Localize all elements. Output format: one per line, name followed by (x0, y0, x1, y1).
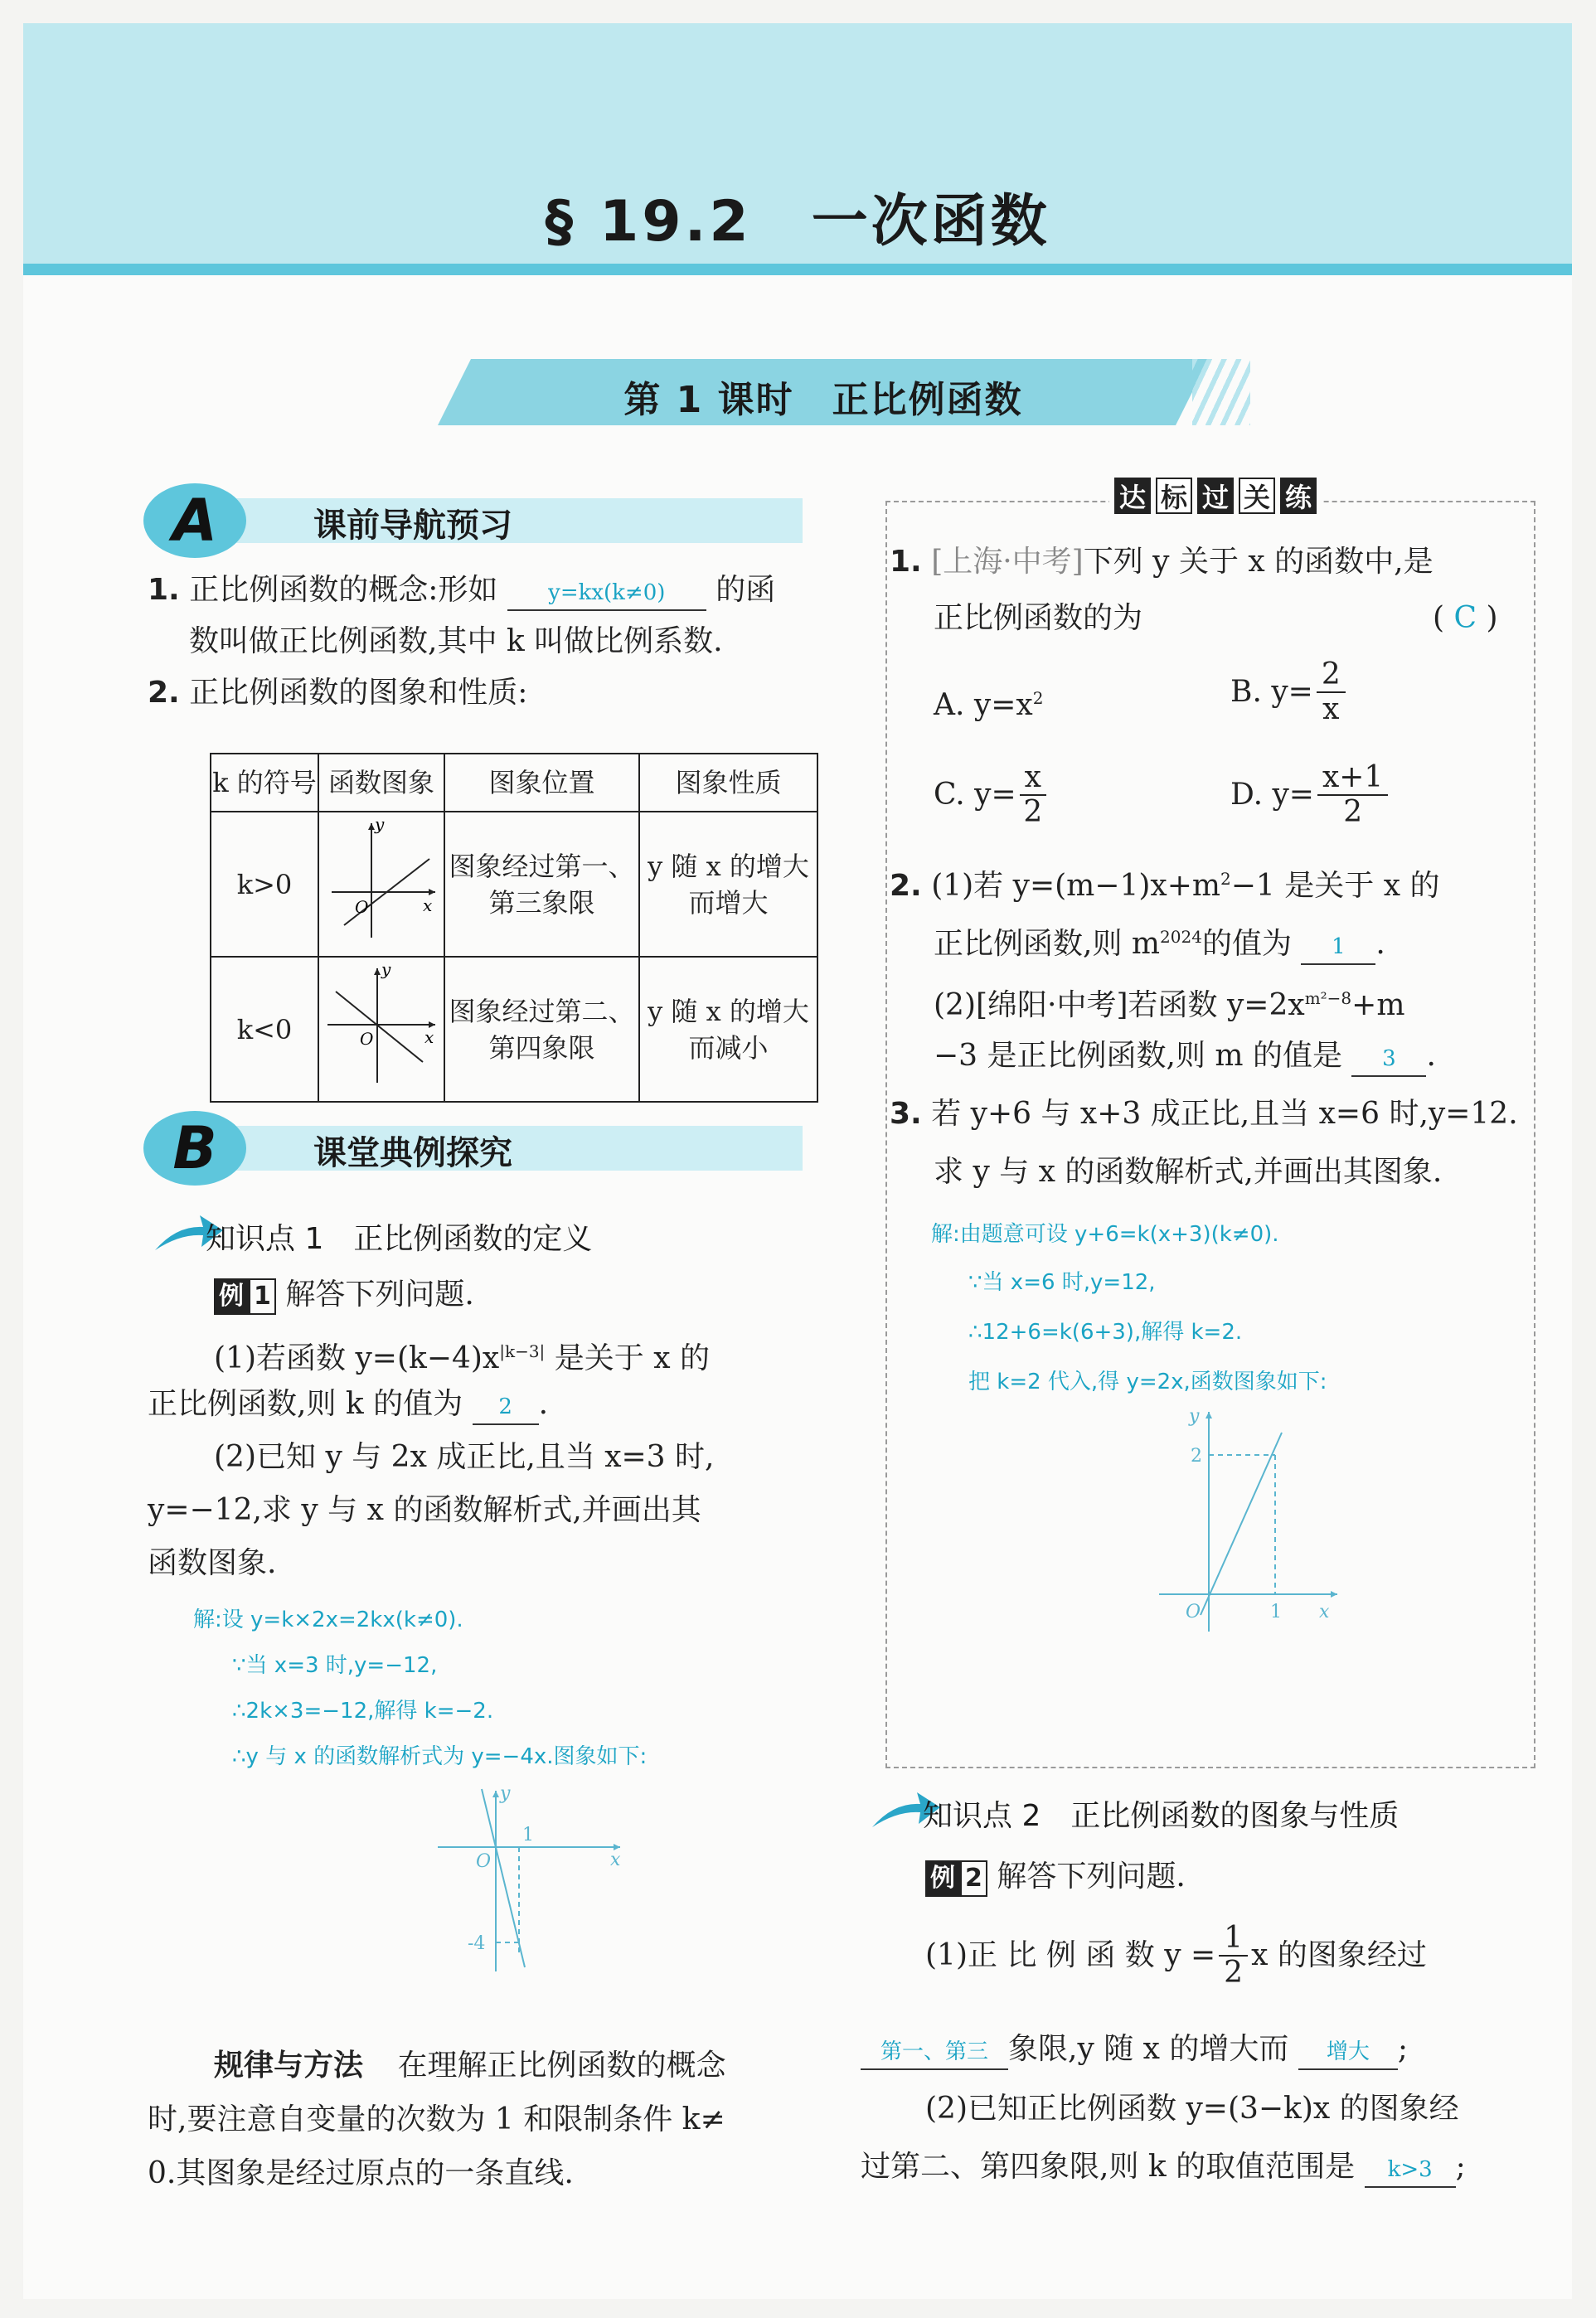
graph-x-label: x (1319, 1602, 1330, 1622)
axis-y-label: y (381, 959, 391, 979)
section-a-title: 课前导航预习 (313, 507, 512, 545)
ex2-p2-line1: (2)已知正比例函数 y=(3−k)x 的图象经 (925, 2092, 1459, 2126)
ex1-p2-line3: 函数图象. (148, 1546, 277, 1580)
graph-origin-label: O (1186, 1602, 1201, 1622)
th-sign: k 的符号 (211, 754, 318, 812)
p-q1-answer: ( C ) (1433, 601, 1498, 635)
row2-property: y 随 x 的增大 而减小 (639, 957, 817, 1102)
th-property: 图象性质 (639, 754, 817, 812)
ex1-solution-line1: 解:设 y=k×2x=2kx(k≠0). (193, 1608, 463, 1632)
method-line2: 时,要注意自变量的次数为 1 和限制条件 k≠ (148, 2102, 725, 2136)
ex1-solution-line4: ∴y 与 x 的函数解析式为 y=−4x.图象如下: (232, 1744, 648, 1769)
ex1-solution-graph (429, 1781, 645, 1980)
p-q1-line1: 1. [上海·中考]下列 y 关于 x 的函数中,是 (890, 545, 1433, 579)
a-q1-answer: y=kx(k≠0) (507, 576, 706, 611)
p-q3-line1: 3. 若 y+6 与 x+3 成正比,且当 x=6 时,y=12. (890, 1097, 1518, 1131)
origin-label: O (360, 1029, 374, 1049)
graph-tick-y: -4 (468, 1933, 486, 1954)
header-strip (23, 264, 1572, 275)
p-q1-option-a: A. $y=x^2$ (934, 688, 1044, 722)
ex1-solution-line3: ∴2k×3=−12,解得 k=−2. (232, 1699, 494, 1724)
p-q1-line2: 正比例函数的为 (934, 601, 1143, 635)
p-q1-option-c: C. y= $\frac{x}{2}$ (934, 761, 1050, 829)
p-q2-line3: (2)[绵阳·中考]若函数 $y=2x^{m^2-8}+m$ (934, 988, 1405, 1022)
practice-tags: 达 标 过 关 练 (1109, 478, 1322, 514)
graph-tick-x: 1 (522, 1825, 534, 1845)
th-position: 图象位置 (444, 754, 639, 812)
a-q2: 2. 正比例函数的图象和性质: (148, 676, 528, 710)
ex1-p1-line2: 正比例函数,则 k 的值为 2 . (148, 1384, 548, 1425)
p-q1-option-d: D. y= $\frac{x+1}{2}$ (1230, 761, 1391, 829)
axis-x-label: x (423, 895, 433, 915)
row1-sign: k>0 (211, 812, 318, 957)
a-q1-line2: 数叫做正比例函数,其中 k 叫做比例系数. (189, 624, 723, 658)
p-q2-line2: 正比例函数,则 $m^{2024}$的值为 1 . (934, 917, 1385, 965)
ex1-p2-line2: y=−12,求 y 与 x 的函数解析式,并画出其 (148, 1493, 701, 1527)
row1-property: y 随 x 的增大 而增大 (639, 812, 817, 957)
knowledge-point-2: 知识点 2 正比例函数的图象与性质 (923, 1799, 1400, 1833)
row2-position: 图象经过第二、 第四象限 (444, 957, 639, 1102)
ex2-p1-line1: (1)正 比 例 函 数 y = $\frac{1}{2}$ x 的图象经过 (925, 1921, 1427, 1990)
row1-position: 图象经过第一、 第三象限 (444, 812, 639, 957)
p-q2-line1: 2. (1)若 $y=(m-1)x+m^2-1$ 是关于 x 的 (890, 869, 1440, 903)
ex2-answer-range: k>3 (1365, 2153, 1456, 2188)
ex2-p2-line2: 过第二、第四象限,则 k 的取值范围是 k>3 ; (861, 2147, 1466, 2188)
p-q3-solution-graph (1151, 1404, 1350, 1644)
axis-x-label: x (424, 1027, 434, 1047)
graph-tick-y: 2 (1191, 1446, 1202, 1467)
ex2-p1-line2: 第一、第三 象限,y 随 x 的增大而 增大 ; (861, 2029, 1408, 2070)
row2-graph (318, 957, 444, 1102)
graph-k-positive (323, 813, 439, 946)
section-b-badge: B (143, 1111, 246, 1186)
graph-tick-x: 1 (1270, 1602, 1282, 1622)
origin-label: O (355, 897, 369, 917)
ex1-heading: 例 1 解答下列问题. (214, 1275, 474, 1315)
ex1-solution-line2: ∵当 x=3 时,y=−12, (232, 1653, 438, 1678)
method-line3: 0.其图象是经过原点的一条直线. (148, 2156, 574, 2190)
ex2-answer-increase: 增大 (1298, 2035, 1398, 2070)
graph-x-label: x (610, 1850, 621, 1870)
section-b-band (222, 1126, 803, 1171)
ex1-p1-answer: 2 (473, 1390, 539, 1425)
p-q3-solution-line1: 解:由题意可设 y+6=k(x+3)(k≠0). (931, 1222, 1279, 1247)
method-line1: 规律与方法 在理解正比例函数的概念 (214, 2049, 726, 2083)
ex2-heading: 例 2 解答下列问题. (925, 1857, 1186, 1897)
lesson-title: 第 1 课时 正比例函数 (623, 379, 1023, 421)
p-q3-solution-line4: 把 k=2 代入,得 y=2x,函数图象如下: (968, 1370, 1327, 1394)
graph-origin-label: O (476, 1851, 492, 1872)
row1-graph (318, 812, 444, 957)
graph-k-negative (323, 958, 439, 1091)
p-q3-line2: 求 y 与 x 的函数解析式,并画出其图象. (934, 1155, 1443, 1189)
knowledge-point-1: 知识点 1 正比例函数的定义 (206, 1222, 593, 1256)
section-a-band (222, 498, 803, 543)
axis-y-label: y (375, 814, 385, 834)
section-a-badge: A (143, 483, 246, 558)
page (23, 23, 1572, 2299)
chapter-title: § 19.2 一次函数 (545, 189, 1050, 255)
th-graph: 函数图象 (318, 754, 444, 812)
p-q2-answer-2: 3 (1351, 1042, 1426, 1077)
p-q2-answer-1: 1 (1301, 930, 1375, 965)
section-b-title: 课堂典例探究 (313, 1134, 512, 1172)
ex1-p1-line1: (1)若函数 $y=(k-4)x^{|k-3|}$ 是关于 x 的 (214, 1341, 710, 1375)
graph-y-label: y (500, 1783, 511, 1804)
properties-table (210, 753, 818, 1103)
p-q1-option-b: B. y= $\frac{2}{x}$ (1230, 658, 1349, 726)
p-q3-solution-line2: ∵当 x=6 时,y=12, (968, 1270, 1156, 1295)
ex1-p2-line1: (2)已知 y 与 2x 成正比,且当 x=3 时, (214, 1440, 715, 1474)
ex2-answer-quadrants: 第一、第三 (861, 2035, 1008, 2070)
graph-y-label: y (1189, 1406, 1200, 1427)
p-q3-solution-line3: ∴12+6=k(6+3),解得 k=2. (968, 1320, 1243, 1345)
method-title: 规律与方法 (214, 2049, 364, 2083)
row2-sign: k<0 (211, 957, 318, 1102)
p-q2-line4: −3 是正比例函数,则 m 的值是 3 . (934, 1036, 1436, 1077)
a-q1-line1: 1. 正比例函数的概念:形如 y=kx(k≠0) 的函 (148, 570, 775, 611)
